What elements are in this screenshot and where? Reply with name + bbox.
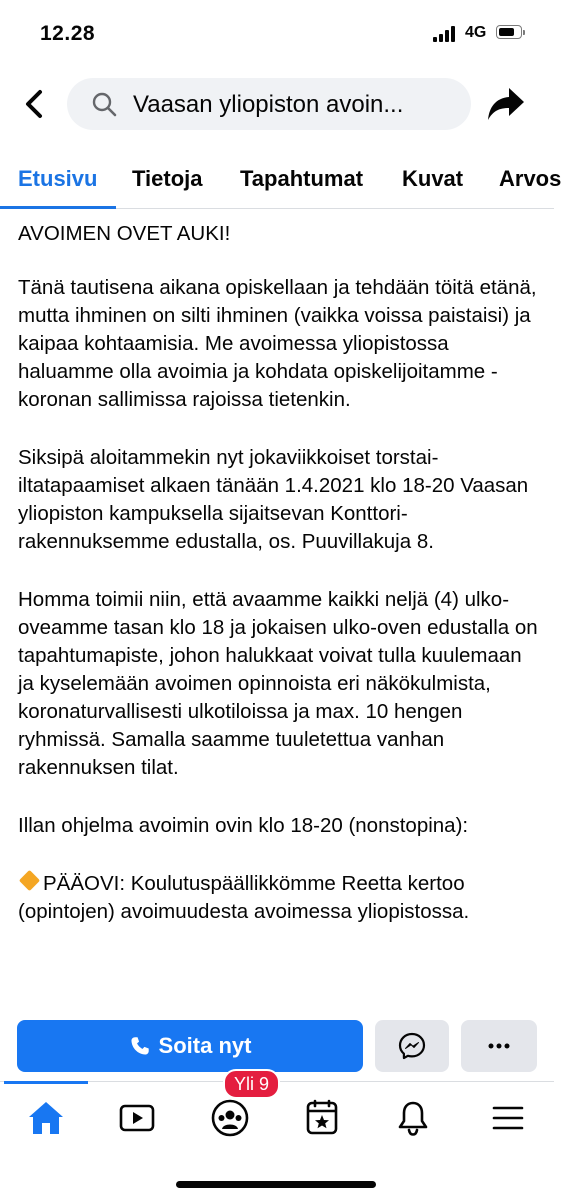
tab-kuvat[interactable]: Kuvat [402, 166, 464, 191]
signal-icon [433, 26, 459, 42]
page-header [0, 66, 554, 142]
chevron-left-icon [18, 84, 52, 124]
network-type: 4G [465, 24, 487, 41]
nav-groups[interactable] [210, 1098, 250, 1138]
post-heading: AVOIMEN OVET AUKI! [18, 222, 231, 245]
groups-icon [210, 1098, 250, 1138]
post-paragraph: Tänä tautisena aikana opiskellaan ja tehdään töitä etänä, mutta ihminen on silti ihminen (vaikka voissa paistaisi) ja kaipaa kohtaamisia. Me avoimessa yliopistossa haluamme olla avoimia ja kohdata opiskelijoitamme - koronan sallimissa rajoissa tietenkin. [18, 276, 537, 411]
search-icon [91, 91, 117, 117]
call-now-button[interactable] [17, 1020, 363, 1072]
status-time: 12.28 [40, 22, 96, 45]
tab-arvostelut[interactable]: Arvos [499, 166, 561, 191]
tab-tapahtumat[interactable]: Tapahtumat [240, 166, 364, 191]
home-indicator [176, 1181, 376, 1188]
nav-notifications[interactable] [393, 1098, 433, 1138]
battery-level [499, 28, 514, 36]
post-paragraph: Siksipä aloitammekin nyt jokaviikkoiset torstai-iltatapaamiset alkaen tänään 1.4.2021 klo 18-20 Vaasan yliopiston kampuksella sijaitsevan Konttori-rakennuksemme edustalla, os. Puuvillakuja 8. [18, 446, 529, 553]
share-arrow-icon [486, 86, 526, 122]
search-query: Vaasan yliopiston avoin... [133, 91, 404, 118]
more-dots-icon [487, 1042, 511, 1050]
tab-tietoja[interactable]: Tietoja [132, 166, 203, 191]
more-options-button[interactable] [461, 1020, 537, 1072]
phone-icon [129, 1035, 151, 1057]
page-tabs [0, 146, 561, 209]
active-nav-indicator [4, 1081, 88, 1084]
post-paragraph: Illan ohjelma avoimin ovin klo 18-20 (nonstopina): [18, 814, 469, 837]
call-now-label: Soita nyt [158, 1033, 252, 1058]
nav-watch[interactable] [117, 1098, 157, 1138]
battery-icon [496, 25, 522, 39]
tab-etusivu[interactable]: Etusivu [18, 166, 98, 191]
post-paragraph-list [18, 870, 540, 926]
orange-diamond-icon [19, 870, 40, 891]
post-list-item: PÄÄOVI: Koulutuspäällikkömme Reetta kertoo (opintojen) avoimuudesta avoimessa yliopistossa. [18, 872, 470, 923]
active-tab-indicator [0, 206, 116, 209]
messenger-icon [398, 1032, 426, 1060]
back-button[interactable] [18, 84, 52, 124]
status-bar [0, 0, 554, 66]
nav-menu[interactable] [488, 1098, 528, 1138]
post-paragraph: Homma toimii niin, että avaamme kaikki neljä (4) ulko-oveamme tasan klo 18 ja jokaisen ulko-oven edustalla on tapahtumapiste, johon halukkaat voivat tulla kuulemaan ja kyselemään avoimen opinnoista eri näkökulmista, koronaturvallisesti ulkotiloissa ja max. 10 hengen ryhmissä. Samalla saamme tuuletettua vanhan rakennuksen tilat. [18, 588, 538, 779]
notification-badge: Yli 9 [223, 1069, 280, 1099]
hamburger-menu-icon [491, 1103, 525, 1133]
messenger-button[interactable] [375, 1020, 449, 1072]
search-bar[interactable] [67, 78, 471, 130]
post-text [18, 220, 540, 995]
nav-pages[interactable] [302, 1098, 342, 1138]
pages-flag-icon [304, 1099, 340, 1137]
share-button[interactable] [486, 86, 526, 122]
nav-home[interactable] [26, 1098, 66, 1138]
home-icon [27, 1100, 65, 1136]
bell-icon [396, 1099, 430, 1137]
action-bar [0, 998, 554, 1080]
video-icon [118, 1101, 156, 1135]
